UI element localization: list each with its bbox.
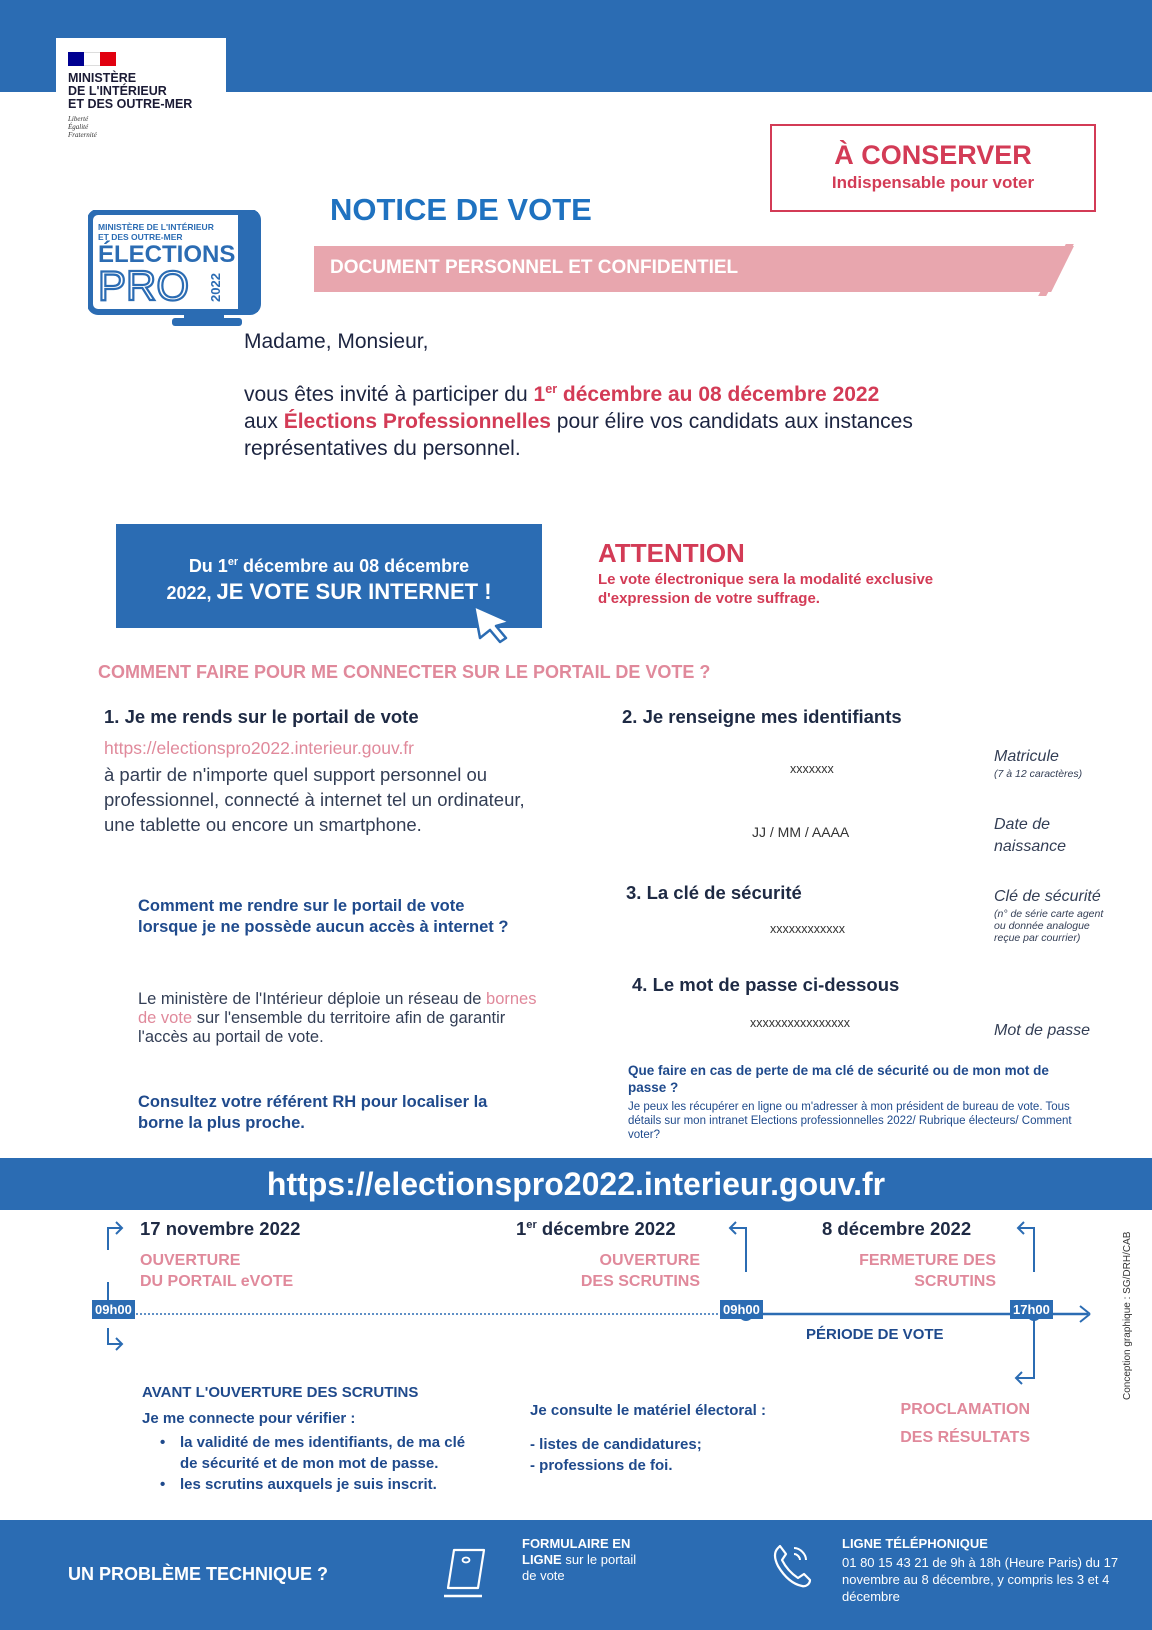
security-key-hint: (n° de série carte agent ou donnée analogue reçue par courrier) (994, 908, 1104, 944)
vote-date-range: 1er décembre au 08 décembre 2022 (533, 382, 880, 406)
phone-line-text: 01 80 15 43 21 de 9h à 18h (Heure Paris) du 17 novembre au 8 décembre, y compris les 3 et 4 décembre (842, 1555, 1119, 1604)
results-proclamation: PROCLAMATION DES RÉSULTATS (900, 1401, 1030, 1446)
keep-notice-title: À CONSERVER (834, 140, 1032, 170)
step-3-title: 3. La clé de sécurité (626, 882, 802, 903)
step-1-title: 1. Je me rends sur le portail de vote (104, 706, 419, 727)
dob-label: Date de naissance (994, 816, 1067, 855)
cursor-arrow-icon (470, 604, 514, 644)
verify-title: Je me connecte pour vérifier : (142, 1410, 356, 1427)
lost-credentials-answer: Je peux les récupérer en ligne ou m'adresser à mon président de bureau de vote. Tous détails sur mon intranet Elections professionnelles 2022/ Rubrique électeurs/ Comment voter? (628, 1101, 1072, 1141)
phone-line-title: LIGNE TÉLÉPHONIQUE (842, 1536, 988, 1551)
attention-text: Le vote électronique sera la modalité exclusive d'expression de votre suffrage. (598, 571, 934, 607)
svg-text:2022: 2022 (208, 273, 223, 302)
lost-credentials-question: Que faire en cas de perte de ma clé de sécurité ou de mon mot de passe ? (628, 1063, 1049, 1095)
timeline-time-1: 09h00 (92, 1300, 135, 1319)
footer-band (0, 1520, 1152, 1630)
attention-title: ATTENTION (598, 538, 745, 568)
svg-text:MINISTÈRE DE L'INTÉRIEUR: MINISTÈRE DE L'INTÉRIEUR (98, 222, 214, 232)
password-value: xxxxxxxxxxxxxxxx (750, 1016, 850, 1030)
timeline-label-1: OUVERTURE DU PORTAIL eVOTE (140, 1252, 294, 1290)
vote-online-box: Du 1er décembre au 08 décembre 2022, JE VOTE SUR INTERNET ! (116, 524, 542, 628)
hr-referent-text: Consultez votre référent RH pour localiser la borne la plus proche. (138, 1093, 488, 1132)
before-opening-title: AVANT L'OUVERTURE DES SCRUTINS (142, 1384, 419, 1401)
online-form-text: FORMULAIRE EN LIGNE sur le portail de vote (522, 1536, 637, 1583)
timeline-date-1: 17 novembre 2022 (140, 1218, 301, 1239)
step-1-text: à partir de n'importe quel support personnel ou professionnel, connecté à internet tel un ordinateur, une tablette ou encore un smartphone. (104, 764, 525, 835)
no-internet-question: Comment me rendre sur le portail de vote lorsque je ne possède aucun accès à internet ? (138, 897, 509, 936)
elections-pro-logo (88, 210, 266, 330)
security-key-value: xxxxxxxxxxxx (770, 922, 845, 936)
dob-value: JJ / MM / AAAA (752, 824, 850, 840)
timeline-label-2: OUVERTURE DES SCRUTINS (580, 1252, 700, 1290)
security-key-label: Clé de sécurité (994, 888, 1101, 905)
flag-icon (68, 52, 116, 66)
timeline-date-2: 1er décembre 2022 (516, 1218, 676, 1239)
timeline-time-3: 17h00 (1010, 1300, 1053, 1319)
no-internet-answer: Le ministère de l'Intérieur déploie un réseau de bornes de vote sur l'ensemble du territoire afin de garantir l'accès au portail de vote. (138, 990, 537, 1046)
verify-list (160, 1432, 480, 1495)
ministry-motto: Liberté Égalité Fraternité (68, 115, 97, 139)
timeline-time-2: 09h00 (720, 1300, 763, 1319)
page-title: NOTICE DE VOTE (330, 192, 592, 227)
footer-title: UN PROBLÈME TECHNIQUE ? (68, 1564, 329, 1584)
howto-title: COMMENT FAIRE POUR ME CONNECTER SUR LE PORTAIL DE VOTE ? (98, 662, 711, 682)
list-item: • la validité de mes identifiants, de ma clé de sécurité et de mon mot de passe. (160, 1434, 466, 1472)
confidential-label: DOCUMENT PERSONNEL ET CONFIDENTIEL (330, 257, 739, 278)
portal-url-link[interactable]: https://electionspro2022.interieur.gouv.fr (104, 738, 415, 758)
keep-notice-subtitle: Indispensable pour voter (831, 173, 1035, 192)
matricule-hint: (7 à 12 caractères) (994, 768, 1083, 780)
timeline-label-3: FERMETURE DES SCRUTINS (859, 1252, 996, 1290)
step-4-title: 4. Le mot de passe ci-dessous (632, 974, 900, 995)
ministry-name: MINISTÈRE DE L'INTÉRIEUR ET DES OUTRE-MER (68, 71, 193, 111)
elections-name: Élections Professionnelles (283, 410, 551, 433)
svg-text:ET DES OUTRE-MER: ET DES OUTRE-MER (98, 232, 183, 242)
portal-url-band (0, 1158, 1152, 1210)
svg-text:ÉLECTIONS: ÉLECTIONS (98, 241, 236, 268)
timeline-date-3: 8 décembre 2022 (822, 1218, 972, 1239)
consult-material-list: - listes de candidatures; - professions de foi. (530, 1436, 702, 1474)
matricule-label: Matricule (994, 748, 1059, 765)
password-label: Mot de passe (994, 1022, 1091, 1039)
step-2-title: 2. Je renseigne mes identifiants (622, 706, 902, 727)
portal-url-banner-link[interactable]: https://electionspro2022.interieur.gouv.fr (266, 1166, 886, 1202)
svg-text:PRO: PRO (98, 262, 190, 309)
design-credit: Conception graphique : SG/DRH/CAB (1122, 1231, 1133, 1400)
tablet-form-icon (444, 1548, 488, 1598)
list-item: • les scrutins auxquels je suis inscrit. (160, 1476, 437, 1493)
ministry-logo (56, 38, 226, 148)
voting-period-label: PÉRIODE DE VOTE (806, 1326, 944, 1343)
phone-icon (770, 1542, 814, 1590)
matricule-value: xxxxxxx (790, 762, 834, 776)
keep-notice-box (770, 124, 1096, 212)
salutation: Madame, Monsieur, (244, 330, 429, 353)
intro-text: vous êtes invité à participer du 1er décembre au 08 décembre 2022 aux Élections Professionnelles pour élire vos candidats aux instances représentatives du personnel. (244, 382, 913, 460)
consult-material-title: Je consulte le matériel électoral : (530, 1402, 766, 1419)
